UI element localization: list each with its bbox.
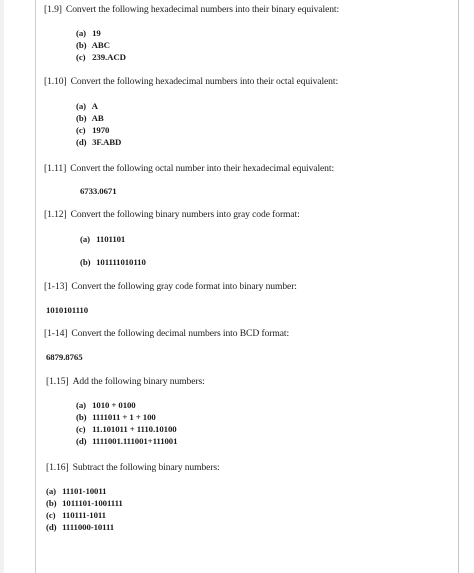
question-1-9-prompt [44,4,339,15]
page-edge [0,0,4,573]
question-text: Convert the following gray code format into binary number: [71,281,297,292]
question-text: Convert the following hexadecimal numbers into their octal equivalent: [70,76,339,87]
question-1-15-item-a: (a) 1010 + 0100 [76,400,136,410]
question-1-10-item-d: (d) 3F.ABD [76,137,122,147]
question-1-10-item-c: (c) 1970 [76,125,110,135]
question-1-16-item-c: (c) 110111-1011 [46,510,106,520]
question-1-16-item-b: (b) 1011101-1001111 [46,498,123,508]
question-1-12-item-b: (b) 101111010110 [80,257,146,267]
question-number: [1.9] [44,4,62,15]
question-1-16-item-a: (a) 11101-10011 [46,486,107,496]
question-1-15-prompt [46,376,205,387]
question-1-12-item-a: (a) 1101101 [80,234,126,244]
question-1-15-item-d: (d) 1111001.111001+111001 [76,436,178,446]
question-1-9-item-c: (c) 239.ACD [76,52,126,62]
question-number: [1-13] [44,281,68,292]
left-margin-rule [35,0,36,573]
question-1-11-prompt [44,163,334,174]
question-1-12-prompt [44,209,300,220]
question-1-9-item-a: (a) 19 [76,28,101,38]
question-1-14-value: 6879.8765 [46,352,83,362]
question-number: [1.16] [46,462,69,473]
question-1-14-prompt [44,328,289,339]
question-number: [1.11] [44,163,67,174]
question-1-10-item-a: (a) A [76,101,98,111]
question-text: Convert the following octal number into their hexadecimal equivalent: [70,163,335,174]
question-number: [1-14] [44,328,68,339]
question-1-16-item-d: (d) 1111000-10111 [46,522,115,532]
question-number: [1.15] [46,376,69,387]
question-1-15-item-b: (b) 1111011 + 1 + 100 [76,412,156,422]
question-1-13-prompt [44,281,297,292]
question-number: [1.10] [44,76,67,87]
question-1-15-item-c: (c) 11.101011 + 1110.10100 [76,424,177,434]
question-text: Convert the following decimal numbers into BCD format: [71,328,290,339]
question-text: Subtract the following binary numbers: [72,462,220,473]
question-text: Convert the following binary numbers into gray code format: [70,209,300,220]
question-1-10-prompt [44,76,338,87]
right-margin-rule [458,0,459,573]
question-text: Convert the following hexadecimal numbers into their binary equivalent: [65,4,340,15]
question-number: [1.12] [44,209,67,220]
question-1-16-prompt [46,462,220,473]
question-1-9-item-b: (b) ABC [76,40,110,50]
question-1-11-value: 6733.0671 [80,186,117,196]
question-text: Add the following binary numbers: [72,376,205,387]
question-1-13-value: 1010101110 [46,305,89,315]
question-1-10-item-b: (b) AB [76,113,104,123]
